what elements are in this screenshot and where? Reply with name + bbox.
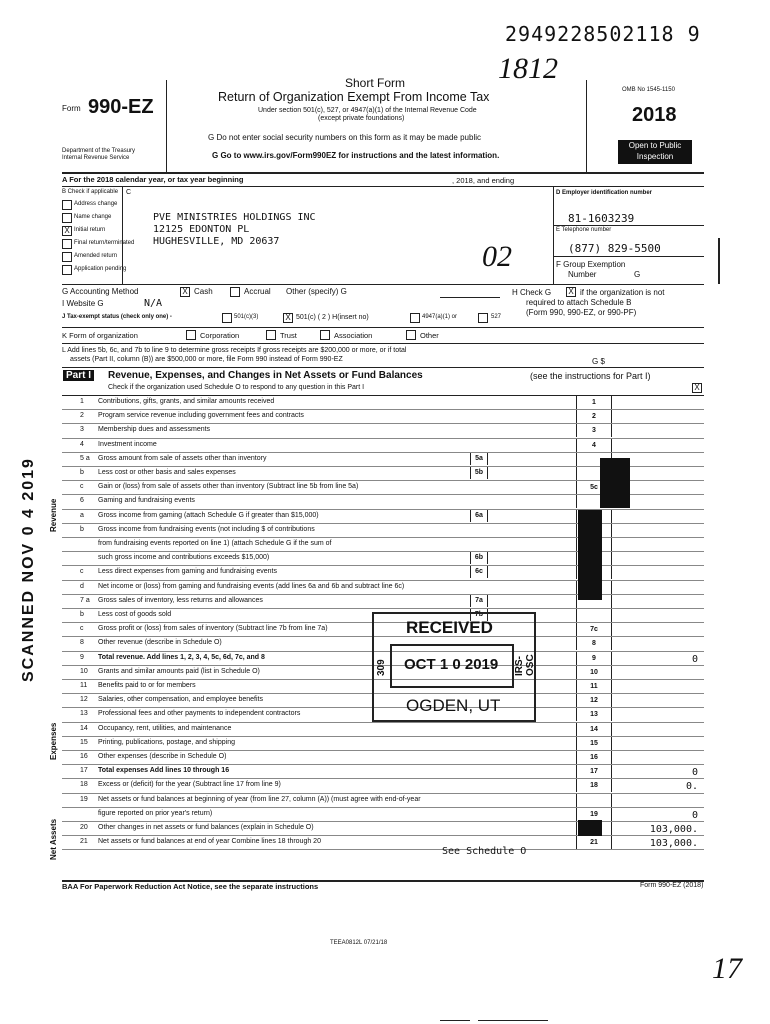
open-public-badge — [618, 140, 692, 164]
sub-line-box: 5a — [470, 453, 488, 465]
section-b-label-item: Amended return — [74, 253, 118, 259]
stamp-code-right: IRS-OSC — [514, 654, 536, 676]
part-1-line — [62, 751, 704, 765]
line-number: 5 a — [80, 454, 90, 462]
accrual-checkbox[interactable] — [230, 287, 240, 297]
line-ref-box: 1 — [576, 396, 612, 409]
schedule-b-checkbox[interactable]: X — [566, 287, 576, 297]
line-text: Other revenue (describe in Schedule O) — [98, 639, 222, 647]
line-number: b — [80, 469, 84, 476]
line-text: Professional fees and other payments to independent contractors — [98, 710, 301, 718]
part-1-line — [62, 581, 704, 595]
line-text: Program service revenue including government fees and contracts — [98, 412, 304, 420]
section-b-checkbox[interactable] — [62, 200, 72, 210]
line-ref-box: 11 — [576, 680, 612, 693]
shaded-block — [578, 510, 602, 600]
line-amount[interactable]: 0. — [685, 781, 698, 793]
other-method-label: Other (specify) G — [286, 287, 347, 296]
line-number: 14 — [80, 724, 88, 732]
line-ref-box: 14 — [576, 723, 612, 736]
line-number: b — [80, 525, 84, 533]
tax-year: 2018 — [632, 104, 677, 126]
line-a: A For the 2018 calendar year, or tax year beginning — [62, 175, 244, 184]
line-text: Gross amount from sale of assets other than inventory — [98, 454, 267, 462]
document-locator-number: 2949228502118 9 — [505, 22, 701, 46]
sub-line-box: 7a — [470, 595, 488, 607]
part-1-schedule-o-check-text: Check if the organization used Schedule O to respond to any question in this Part I — [108, 384, 365, 391]
status-501c-label: 501(c) ( 2 ) H(insert no) — [296, 314, 369, 321]
line-text: Occupancy, rent, utilities, and maintenance — [98, 724, 232, 732]
line-number: b — [80, 611, 84, 618]
line-number: c — [80, 625, 84, 633]
tax-exempt-status-label: J Tax-exempt status (check only one) - — [62, 314, 172, 320]
line-text: Contributions, gifts, grants, and similar amounts received — [98, 398, 275, 405]
line-text: Total revenue. Add lines 1, 2, 3, 4, 5c, 6d, 7c, and 8 — [98, 653, 265, 661]
section-b-label-item: Name change — [74, 214, 112, 220]
line-a-ending: , 2018, and ending — [452, 176, 515, 185]
association-label: Association — [334, 331, 373, 340]
line-amount[interactable]: 103,000. — [649, 824, 698, 835]
line-text: Net assets or fund balances at end of year Combine lines 18 through 20 — [98, 838, 321, 846]
part-1-line — [62, 779, 704, 793]
expenses-side-label: Expenses — [49, 722, 58, 760]
line-number: 6 — [80, 497, 84, 505]
part-1-line — [62, 396, 704, 410]
line-number: 15 — [80, 738, 88, 746]
line-ref-box: 15 — [576, 737, 612, 750]
ein-value: 81-1603239 — [568, 212, 635, 225]
website-label: I Website G — [62, 299, 104, 308]
line-ref-box: 10 — [576, 666, 612, 679]
line-text: Less direct expenses from gaming and fundraising events — [98, 568, 277, 576]
line-ref-box: 9 — [576, 652, 612, 665]
dept-treasury: Department of the Treasury — [62, 148, 136, 154]
part-1-line — [62, 595, 704, 609]
line-text: Membership dues and assessments — [98, 426, 211, 434]
page-number: 17 — [712, 952, 742, 985]
line-number: c — [80, 568, 84, 576]
line-ref-box: 5c — [576, 481, 612, 494]
line-text: Less cost or other basis and sales expenses — [98, 469, 236, 476]
status-501c3-checkbox[interactable] — [222, 313, 232, 323]
line-number: 18 — [80, 781, 88, 789]
line-text: Net income or (loss) from gaming and fundraising events (add lines 6a and 6b and subtract line 6c) — [98, 582, 405, 590]
line-text: Salaries, other compensation, and employee benefits — [98, 696, 263, 704]
line-text: Other expenses (describe in Schedule O) — [98, 753, 227, 760]
shaded-block — [600, 458, 630, 508]
section-h-text-2: required to attach Schedule B — [526, 298, 632, 307]
section-h-text-1: if the organization is not — [580, 288, 665, 297]
part-1-line — [62, 510, 704, 524]
sub-line-amount-field[interactable] — [487, 552, 573, 564]
status-501c3-label: 501(c)(3) — [234, 314, 259, 320]
form-title: Return of Organization Exempt From Income Tax — [218, 90, 490, 104]
omb-number: OMB No 1545-1150 — [622, 87, 675, 93]
sub-line-box: 7b — [470, 609, 488, 621]
form-label: Form — [62, 104, 81, 113]
line-number: a — [80, 511, 84, 519]
section-b-checkbox[interactable] — [62, 239, 72, 249]
line-text: Gaming and fundraising events — [98, 497, 195, 505]
line-ref-box — [576, 794, 612, 807]
cash-checkbox[interactable]: X — [180, 287, 190, 297]
phone-label: E Telephone number — [556, 227, 612, 233]
sub-line-box: 6a — [470, 510, 488, 522]
line-number: 19 — [80, 795, 88, 803]
org-address: 12125 EDONTON PL — [153, 224, 250, 235]
line-ref-box: 8 — [576, 637, 612, 650]
sub-line-box: 6c — [470, 566, 488, 578]
part-1-schedule-o-checkbox[interactable]: X — [692, 383, 702, 393]
line-number: 11 — [80, 682, 88, 689]
line-text: Printing, publications, postage, and shipping — [98, 738, 235, 746]
line-text: Gross income from gaming (attach Schedule G if greater than $15,000) — [98, 511, 319, 519]
part-1-line — [62, 737, 704, 751]
section-b-label-item: Final return/terminated — [74, 240, 135, 246]
under-section: Under section 501(c), 527, or 4947(a)(1) of the Internal Revenue Code — [258, 107, 477, 114]
sub-line-box: 5b — [470, 467, 488, 479]
part-1-see: (see the instructions for Part I) — [530, 371, 651, 381]
revenue-side-label: Revenue — [49, 498, 58, 532]
part-1-line — [62, 836, 704, 850]
line-number: 12 — [80, 696, 88, 704]
line-number: 16 — [80, 753, 88, 760]
section-h-label: H Check G — [512, 288, 552, 297]
line-number: c — [80, 483, 84, 491]
line-text: figure reported on prior year's return) — [98, 809, 213, 817]
corporation-label: Corporation — [200, 331, 240, 340]
form-number: 990-EZ — [88, 96, 154, 118]
line-amount[interactable]: 103,000. — [649, 838, 698, 850]
group-exemption-label: F Group Exemption — [556, 260, 626, 269]
line-ref-box: 12 — [576, 694, 612, 707]
stamp-date: OCT 1 0 2019 — [404, 656, 499, 673]
line-number: 10 — [80, 667, 88, 675]
line-number: 8 — [80, 639, 84, 647]
section-c-label: C — [126, 189, 132, 196]
line-text: Grants and similar amounts paid (list in Schedule O) — [98, 667, 260, 675]
status-527-label: 527 — [491, 314, 502, 320]
net-assets-side-label: Net Assets — [49, 818, 58, 860]
accrual-label: Accrual — [244, 287, 271, 296]
line-ref-box: 17 — [576, 765, 612, 778]
section-b-checkbox[interactable]: X — [62, 226, 72, 236]
line-amount[interactable]: 0 — [691, 809, 698, 821]
inspection-text: Inspection — [636, 152, 674, 161]
line-number: 20 — [80, 824, 88, 831]
cash-label: Cash — [194, 287, 213, 296]
website-value: N/A — [144, 298, 163, 309]
status-527-checkbox[interactable] — [478, 313, 488, 323]
line-text: Excess or (deficit) for the year (Subtract line 17 from line 9) — [98, 781, 281, 789]
short-form: Short Form — [345, 76, 406, 90]
line-text: from fundraising events reported on line 1) (attach Schedule G if the sum of — [98, 540, 332, 547]
form-of-org-label: K Form of organization — [62, 331, 138, 340]
association-checkbox[interactable] — [320, 330, 330, 340]
status-4947-label: 4947(a)(1) or — [422, 314, 458, 320]
part-1-line — [62, 723, 704, 737]
part-1-line — [62, 566, 704, 580]
part-1-line — [62, 538, 704, 552]
status-4947-checkbox[interactable] — [410, 313, 420, 323]
group-exemption-number: Number — [568, 270, 597, 279]
line-text: Benefits paid to or for members — [98, 682, 196, 689]
sub-line-amount-field[interactable] — [487, 595, 573, 607]
irs-label: Internal Revenue Service — [62, 155, 130, 161]
handwritten-code-2: 02 — [482, 240, 512, 273]
line-number: 9 — [80, 653, 84, 661]
line-text: Net assets or fund balances at beginning of year (from line 27, column (A)) (must agree with end-of-year — [98, 795, 421, 803]
sub-line-box: 6b — [470, 552, 488, 564]
stamp-city: OGDEN, UT — [406, 696, 501, 715]
line-number: 1 — [80, 398, 84, 405]
line-text: Gross profit or (loss) from sales of inventory (Subtract line 7b from line 7a) — [98, 625, 328, 633]
line-ref-box: 21 — [576, 836, 612, 849]
open-public-text: Open to Public — [628, 141, 682, 150]
group-exemption-g: G — [634, 270, 641, 279]
part-1-line — [62, 524, 704, 538]
line-text: Less cost of goods sold — [98, 611, 172, 618]
line-amount[interactable]: 0 — [691, 653, 698, 665]
form-reference: Form 990-EZ (2018) — [640, 882, 704, 889]
section-b-label: B Check if applicable — [62, 189, 119, 195]
line-text: Gross income from fundraising events (not including $ of contributions — [98, 525, 315, 533]
line-number: 13 — [80, 710, 88, 718]
corporation-checkbox[interactable] — [186, 330, 196, 340]
goto-link: G Go to www.irs.gov/Form990EZ for instructions and the latest information. — [212, 151, 500, 160]
part-1-line — [62, 410, 704, 424]
line-text: Other changes in net assets or fund balances (explain in Schedule O) — [98, 824, 314, 831]
part-1-line — [62, 552, 704, 566]
section-h-text-3: (Form 990, 990-EZ, or 990-PF) — [526, 308, 637, 317]
paperwork-notice: BAA For Paperwork Reduction Act Notice, see the separate instructions — [62, 882, 319, 891]
section-b-label-item: Address change — [74, 201, 118, 207]
org-name: PVE MINISTRIES HOLDINGS INC — [153, 212, 316, 223]
part-1-line — [62, 424, 704, 438]
line-text: Gain or (loss) from sale of assets other than inventory (Subtract line 5b from line 5a) — [98, 483, 359, 491]
line-ref-box: 13 — [576, 708, 612, 721]
line-number: d — [80, 582, 84, 590]
scanned-stamp: SCANNED NOV 0 4 2019 — [20, 457, 37, 682]
section-b-checkbox[interactable] — [62, 265, 72, 275]
part-1-title: Revenue, Expenses, and Changes in Net Assets or Fund Balances — [108, 370, 423, 381]
line-ref-box — [576, 609, 612, 622]
other-org-label: Other — [420, 331, 439, 340]
part-1-line — [62, 822, 704, 836]
line-ref-box: 2 — [576, 410, 612, 423]
part-1-line — [62, 808, 704, 822]
line-ref-box: 7c — [576, 623, 612, 636]
line-number: 3 — [80, 426, 84, 434]
ein-label: D Employer identification number — [556, 190, 653, 196]
line-ref-box: 4 — [576, 439, 612, 452]
line-text: Total expenses Add lines 10 through 16 — [98, 767, 230, 775]
received-stamp — [372, 612, 536, 722]
org-city: HUGHESVILLE, MD 20637 — [153, 236, 280, 247]
status-501c-checkbox[interactable]: X — [283, 313, 293, 323]
part-1-line — [62, 439, 704, 453]
section-b-label-item: Application pending — [74, 266, 127, 272]
other-org-checkbox[interactable] — [406, 330, 416, 340]
section-b-label-item: Initial return — [74, 227, 106, 233]
handwritten-code: 1812 — [498, 52, 558, 85]
line-text: Gross sales of inventory, less returns and allowances — [98, 596, 263, 604]
sub-line-amount-field[interactable] — [487, 467, 573, 479]
see-schedule-o: See Schedule O — [442, 846, 527, 857]
line-text: such gross income and contributions exceeds $15,000) — [98, 554, 270, 562]
line-number: 17 — [80, 767, 88, 775]
line-amount[interactable]: 0 — [691, 767, 698, 779]
line-ref-box: 18 — [576, 779, 612, 792]
accounting-method-label: G Accounting Method — [62, 287, 139, 296]
part-1-line — [62, 765, 704, 779]
phone-value: (877) 829-5500 — [568, 242, 661, 255]
section-l-line-2: assets (Part II, column (B)) are $500,000 or more, file Form 990 instead of Form 990-EZ — [70, 356, 343, 363]
part-1-line — [62, 794, 704, 808]
line-number: 7 a — [80, 596, 90, 604]
shaded-block — [578, 820, 602, 836]
line-ref-box: 16 — [576, 751, 612, 764]
sub-line-amount-field[interactable] — [487, 510, 573, 522]
stamp-code-left: 309 — [376, 659, 387, 676]
trust-label: Trust — [280, 331, 297, 340]
section-b-checkbox[interactable] — [62, 252, 72, 262]
line-number: 2 — [80, 412, 84, 420]
gross-receipts-amount: G $ — [592, 357, 605, 366]
sub-line-amount-field[interactable] — [487, 566, 573, 578]
except-private: (except private foundations) — [318, 115, 405, 122]
part-1-label: Part I — [63, 370, 94, 381]
trust-checkbox[interactable] — [266, 330, 276, 340]
ssn-notice: G Do not enter social security numbers on this form as it may be made public — [208, 133, 482, 142]
sub-line-amount-field[interactable] — [487, 453, 573, 465]
section-b-checkbox[interactable] — [62, 213, 72, 223]
stamp-received: RECEIVED — [406, 618, 493, 637]
line-number: 4 — [80, 440, 84, 448]
footer-code: TEEA0812L 07/21/18 — [330, 940, 388, 946]
section-l-line-1: L Add lines 5b, 6c, and 7b to line 9 to determine gross receipts If gross receipts are $200,000 or more, or if total — [62, 347, 407, 354]
line-text: Investment income — [98, 440, 157, 448]
line-ref-box: 3 — [576, 424, 612, 437]
line-ref-box: 19 — [576, 808, 612, 821]
line-number: 21 — [80, 838, 88, 846]
